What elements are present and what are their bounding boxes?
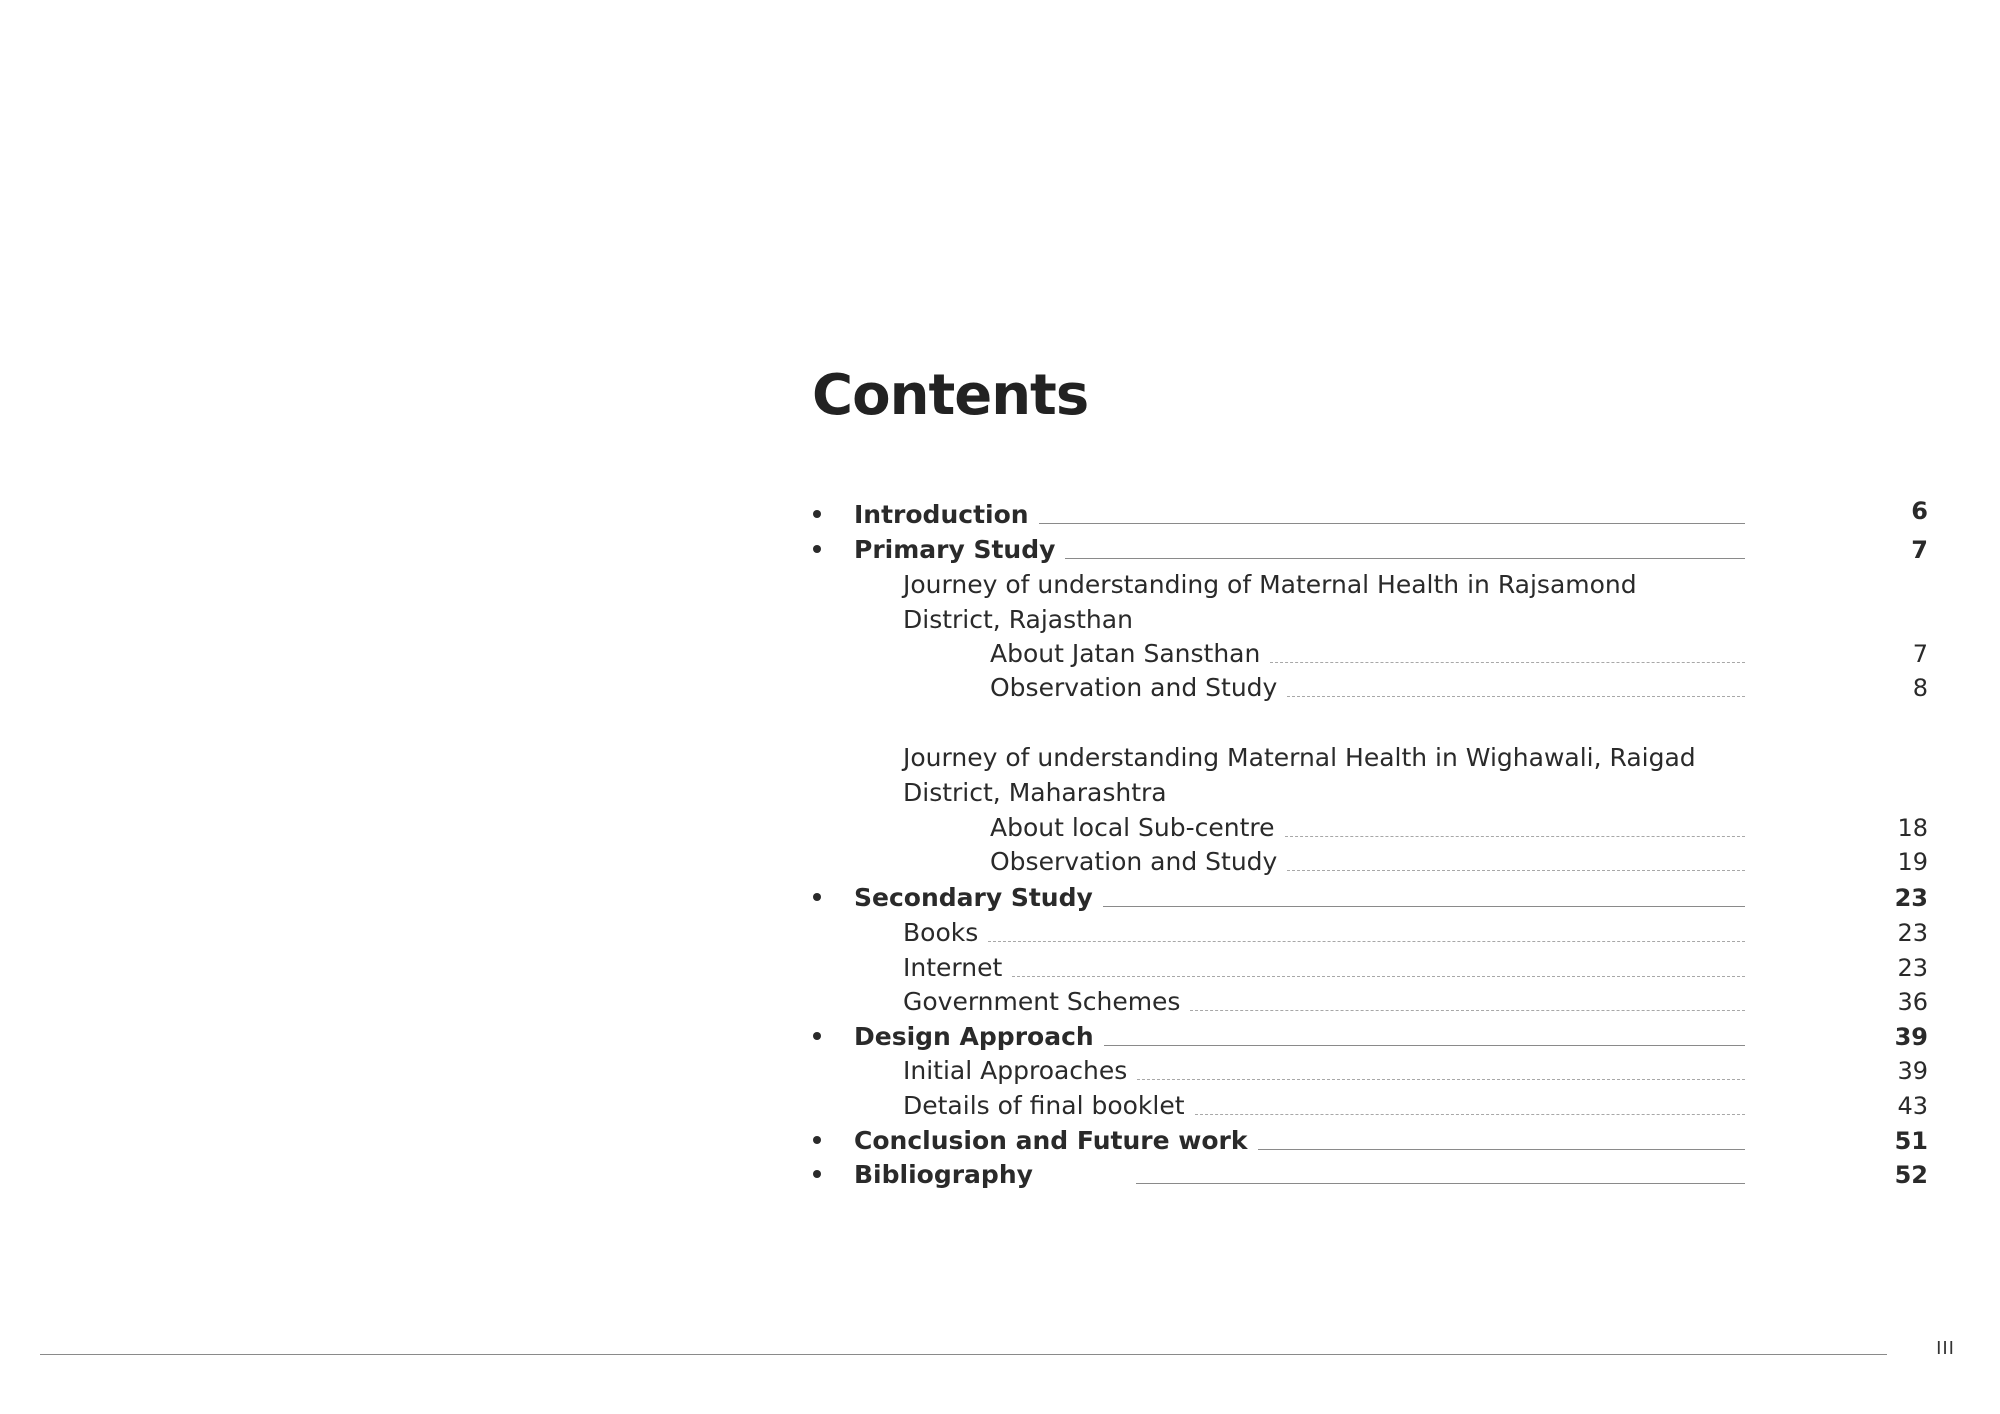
toc-entry-internet[interactable] xyxy=(0,951,2000,985)
toc-entry-bibliography[interactable] xyxy=(0,1158,2000,1192)
page-number: III xyxy=(1936,1338,1955,1359)
toc-entry-label: Initial Approaches xyxy=(903,1056,1128,1085)
toc-entry-label: Government Schemes xyxy=(903,987,1181,1016)
toc-entry-about-jatan-sansthan[interactable] xyxy=(0,637,2000,671)
leader-line xyxy=(1287,870,1745,871)
leader-line xyxy=(1012,976,1745,977)
toc-entry-conclusion-and-future-work[interactable] xyxy=(0,1124,2000,1158)
toc-entry-secondary-study[interactable] xyxy=(0,881,2000,915)
toc-entry-page: 39 xyxy=(1897,1057,1928,1085)
toc-entry-label: Internet xyxy=(903,953,1003,982)
toc-entry-label: Primary Study xyxy=(854,535,1056,564)
toc-entry-government-schemes[interactable] xyxy=(0,985,2000,1019)
leader-line xyxy=(1285,836,1745,837)
toc-entry-page: 8 xyxy=(1912,674,1928,702)
bullet-icon xyxy=(813,1136,821,1144)
bullet-icon xyxy=(813,893,821,901)
toc-entry-page: 7 xyxy=(1911,536,1928,564)
toc-entry-page: 36 xyxy=(1897,988,1928,1016)
bullet-icon xyxy=(813,1032,821,1040)
leader-line xyxy=(1287,696,1745,697)
toc-section-heading[interactable] xyxy=(0,568,2000,602)
toc-entry-label: Bibliography xyxy=(854,1160,1033,1189)
page-title: Contents xyxy=(812,363,1089,428)
toc-entry-label: Observation and Study xyxy=(990,847,1278,876)
toc-entry-label: Conclusion and Future work xyxy=(854,1126,1248,1155)
toc-entry-page: 19 xyxy=(1897,848,1928,876)
leader-line xyxy=(988,941,1745,942)
toc-entry-page: 7 xyxy=(1912,640,1928,668)
leader-line xyxy=(1103,906,1745,907)
toc-heading-label: District, Rajasthan xyxy=(903,605,1133,634)
toc-section-heading-continued[interactable] xyxy=(0,603,2000,637)
toc-entry-label: About local Sub-centre xyxy=(990,813,1275,842)
leader-line xyxy=(1190,1010,1745,1011)
toc-entry-label: Books xyxy=(903,918,979,947)
toc-entry-page: 43 xyxy=(1897,1092,1928,1120)
toc-entry-page: 23 xyxy=(1897,919,1928,947)
toc-entry-label: About Jatan Sansthan xyxy=(990,639,1261,668)
toc-entry-label: Observation and Study xyxy=(990,673,1278,702)
toc-entry-page: 18 xyxy=(1897,814,1928,842)
leader-line xyxy=(1104,1045,1745,1046)
toc-heading-label: District, Maharashtra xyxy=(903,778,1167,807)
toc-entry-page: 23 xyxy=(1897,954,1928,982)
toc-entry-introduction[interactable] xyxy=(0,498,2000,532)
bullet-icon xyxy=(813,510,821,518)
toc-entry-primary-study[interactable] xyxy=(0,533,2000,567)
toc-entry-initial-approaches[interactable] xyxy=(0,1054,2000,1088)
toc-entry-observation-and-study[interactable] xyxy=(0,845,2000,879)
leader-line xyxy=(1065,558,1745,559)
toc-entry-page: 23 xyxy=(1894,884,1928,912)
toc-section-heading-continued[interactable] xyxy=(0,776,2000,810)
toc-entry-label: Secondary Study xyxy=(854,883,1093,912)
footer-rule xyxy=(40,1354,1887,1355)
leader-line xyxy=(1137,1079,1745,1080)
toc-entry-label: Introduction xyxy=(854,500,1029,529)
toc-entry-label: Details of final booklet xyxy=(903,1091,1185,1120)
leader-line xyxy=(1136,1183,1745,1184)
toc-entry-details-of-final-booklet[interactable] xyxy=(0,1089,2000,1123)
toc-entry-page: 52 xyxy=(1894,1161,1928,1189)
toc-entry-books[interactable] xyxy=(0,916,2000,950)
toc-entry-observation-and-study[interactable] xyxy=(0,671,2000,705)
leader-line xyxy=(1270,662,1745,663)
toc-entry-page: 39 xyxy=(1894,1023,1928,1051)
bullet-icon xyxy=(813,545,821,553)
leader-line xyxy=(1258,1149,1745,1150)
toc-section-heading[interactable] xyxy=(0,741,2000,775)
toc-entry-design-approach[interactable] xyxy=(0,1020,2000,1054)
toc-entry-label: Design Approach xyxy=(854,1022,1094,1051)
toc-heading-label: Journey of understanding of Maternal Health in Rajsamond xyxy=(903,570,1637,599)
leader-line xyxy=(1039,523,1745,524)
toc-entry-about-local-sub-centre[interactable] xyxy=(0,811,2000,845)
leader-line xyxy=(1195,1114,1745,1115)
toc-entry-page: 6 xyxy=(1911,497,1928,525)
toc-entry-page: 51 xyxy=(1894,1127,1928,1155)
toc-heading-label: Journey of understanding Maternal Health in Wighawali, Raigad xyxy=(903,743,1696,772)
bullet-icon xyxy=(813,1170,821,1178)
